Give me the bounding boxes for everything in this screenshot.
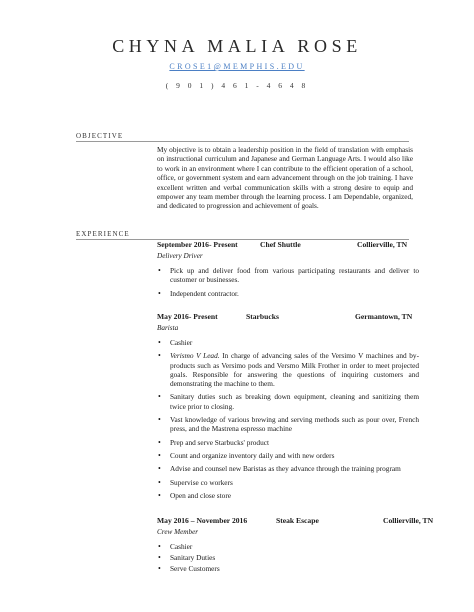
job-duties-list [157,338,427,500]
job-location: Collierville, TN [357,240,408,249]
candidate-name: CHYNA MALIA ROSE [112,36,362,56]
job-dates: September 2016- Present [157,240,238,249]
job-title-line [157,312,427,323]
objective-divider [76,141,409,142]
list-item: • Supervise co workers [157,478,419,487]
list-item: • Cashier [157,542,419,551]
job-role: Delivery Driver [157,252,203,260]
job-employer: Starbucks [246,312,279,321]
list-item: • Sanitary Duties [157,553,419,562]
job-title-line [157,240,427,251]
list-item: • Pick up and deliver food from various participating restaurants and deliver to customer or businesses. [157,266,419,284]
job-duties-list [157,542,427,573]
list-item: • Prep and serve Starbucks' product [157,438,419,447]
list-item: • Cashier [157,338,419,347]
experience-heading: EXPERIENCE [76,230,130,238]
job-employer: Chef Shuttle [260,240,301,249]
job-location: Germantown, TN [355,312,413,321]
job-employer: Steak Escape [276,516,319,525]
email-link[interactable]: CROSE1@MEMPHIS.EDU [169,62,305,71]
objective-text: My objective is to obtain a leadership position in the field of translation with emphasis on instructional curriculum and Japanese and German Language Arts. I would also like to work in an environment where I can contribute to the efficient operation of a school, office, or government system and earn advancement through on the job training. I have excellent written and verbal communication skills with a strong desire to equip and empower any team member through the learning process. I am Dependable, organized, and dedicated to progression and achievement of goals. [157,145,413,211]
job-entry-starbucks [157,312,427,505]
list-item: • Serve Customers [157,564,419,573]
job-location: Collierville, TN [383,516,434,525]
job-title-line [157,516,434,527]
list-item: • Verismo V Lead. In charge of advancing sales of the Versimo V machines and by-products such as Versimo pods and Versmo Milk Frother in order to meet projected goals. Responsible for answering the questions of inquiring customers and demonstrating the machine to them. [157,351,419,388]
job-entry-chef-shuttle [157,240,427,302]
phone-number: ( 9 0 1 ) 4 6 1 - 4 6 4 8 [165,81,309,90]
list-item: • Advise and counsel new Baristas as they advance through the training program [157,464,419,473]
job-role: Barista [157,324,179,332]
job-entry-steak-escape [157,516,434,574]
list-item: • Count and organize inventory daily and with new orders [157,451,419,460]
list-item: • Independent contractor. [157,289,419,298]
objective-heading: OBJECTIVE [76,132,124,140]
job-dates: May 2016 – November 2016 [157,516,248,525]
job-role: Crew Member [157,528,199,536]
list-item: • Vast knowledge of various brewing and serving methods such as pour over, French press, and the Mastrena espresso machine [157,415,419,433]
job-duties-list [157,266,427,298]
list-item: • Open and close store [157,491,419,500]
resume-header [0,36,474,90]
list-item: • Sanitary duties such as breaking down equipment, cleaning and sanitizing them twice prior to closing. [157,392,419,410]
job-dates: May 2016- Present [157,312,218,321]
